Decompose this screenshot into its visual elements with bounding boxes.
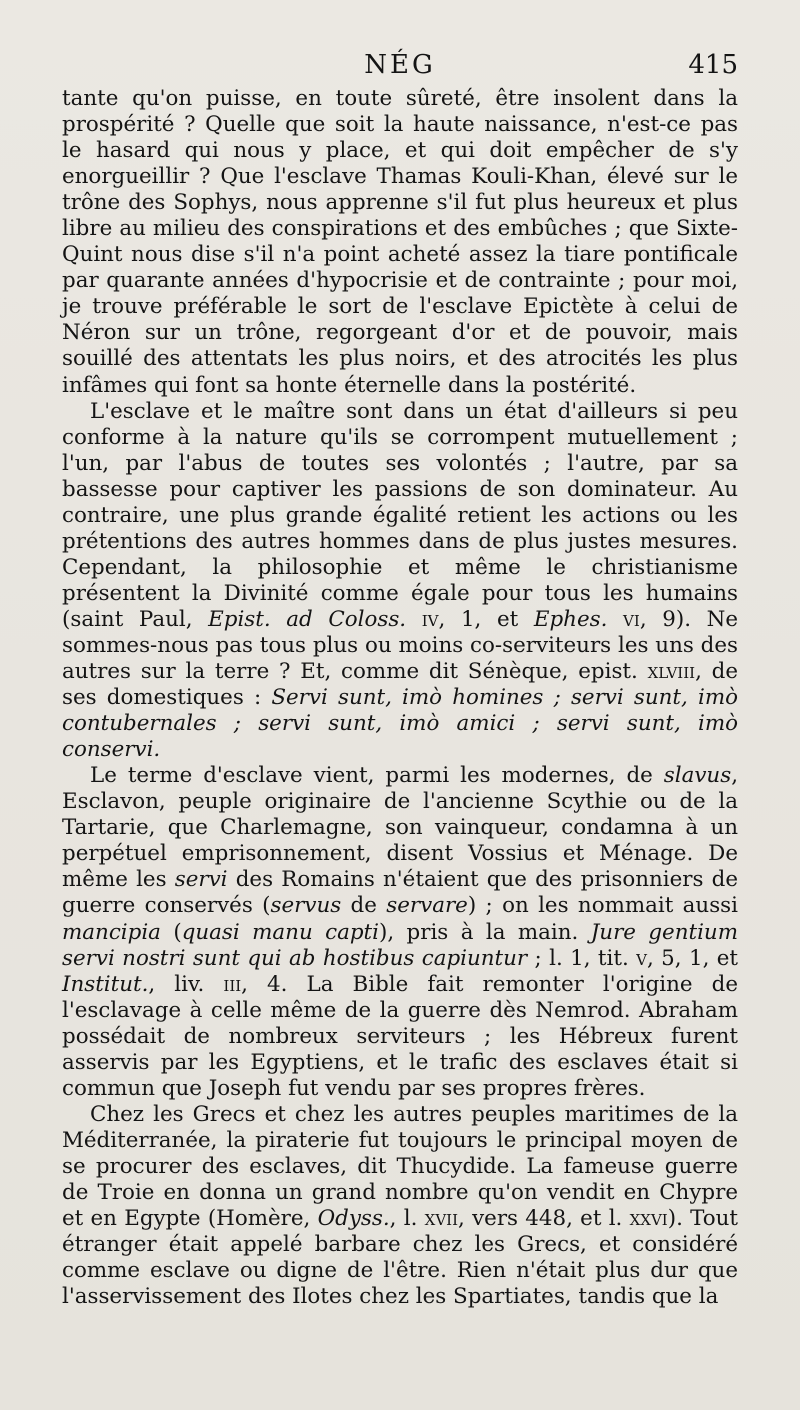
- text-body: [62, 86, 738, 1310]
- text-run: , l.: [389, 1206, 425, 1232]
- italic-text: Jure gentium servi nostri sunt qui ab hostibus capiuntur: [62, 919, 738, 971]
- running-head-title: NÉG: [364, 50, 436, 80]
- text-run: ; l. 1, tit.: [527, 945, 637, 971]
- text-run: , 9). Ne sommes-nous pas tous plus ou moins co-serviteurs les uns des autres sur la terre ? Et, comme dit Sénèque, epist.: [62, 606, 738, 685]
- small-caps-text: v: [636, 945, 647, 971]
- italic-text: mancipia: [62, 919, 161, 945]
- italic-text: Epist. ad Coloss.: [208, 606, 407, 632]
- text-run: ) ; on les nommait aussi: [467, 893, 738, 919]
- paragraph: [62, 1102, 738, 1310]
- paragraph: [62, 399, 738, 764]
- text-run: , 4. La Bible fait remonter l'origine de l'esclavage à celle même de la guerre dès Nemrod. Abraham possédait de nombreux serviteurs ; les Hébreux furent asservis par les Egyptiens, et le trafic des esclaves était si commun que Joseph fut vendu par ses propres frères.: [62, 971, 738, 1101]
- text-run: , de ses domestiques :: [62, 659, 739, 711]
- text-run: (: [160, 919, 182, 945]
- small-caps-text: xvii: [424, 1206, 459, 1232]
- text-run: , vers 448, et l.: [458, 1206, 630, 1232]
- italic-text: slavus: [663, 763, 732, 789]
- italic-text: Servi sunt, imò homines ; servi sunt, imò contubernales ; servi sunt, imò amici ; servi sunt, imò conservi.: [62, 685, 738, 763]
- text-run: L'esclave et le maître sont dans un état d'ailleurs si peu conforme à la nature qu'ils se corrompent mutuellement ; l'un, par l'abus de toutes ses volontés ; l'autre, par sa bassesse pour captiver les passions de son dominateur. Au contraire, une plus grande égalité retient les actions ou les prétentions des autres hommes dans de plus justes mesures. Cependant, la philosophie et même le christianisme présentent la Divinité comme égale pour tous les humains (saint Paul,: [62, 398, 738, 632]
- italic-text: servi: [174, 867, 228, 893]
- small-caps-text: vi: [623, 606, 640, 632]
- page-number: 415: [688, 50, 738, 80]
- text-run: ), pris à la main.: [379, 919, 591, 945]
- italic-text: servare: [386, 893, 468, 919]
- text-run: tante qu'on puisse, en toute sûreté, être insolent dans la prospérité ? Quelle que soit la haute naissance, n'est-ce pas le hasard qui nous y place, et qui doit empêcher de s'y enorgueillir ? Que l'esclave Thamas Kouli-Khan, élevé sur le trône des Sophys, nous apprenne s'il fut plus heureux et plus libre au milieu des conspirations et des embûches ; que Sixte-Quint nous dise s'il n'a point acheté assez la tiare pontificale par quarante années d'hypocrisie et de contrainte ; pour moi, je trouve préférable le sort de l'esclave Epictète à celui de Néron sur un trône, regorgeant d'or et de pouvoir, mais souillé des attentats les plus noirs, et des atrocités les plus infâmes qui font sa honte éternelle dans la postérité.: [62, 86, 738, 398]
- text-run: de: [341, 893, 387, 919]
- italic-text: servus: [270, 893, 342, 919]
- text-run: Chez les Grecs et chez les autres peuples maritimes de la Méditerranée, la piraterie fut toujours le principal moyen de se procurer des esclaves, dit Thucydide. La fameuse guerre de Troie en donna un grand nombre qu'on vendit en Chypre et en Egypte (Homère,: [62, 1101, 738, 1232]
- paragraph: [62, 86, 738, 399]
- running-head: [62, 50, 738, 86]
- text-run: , Esclavon, peuple originaire de l'ancienne Scythie ou de la Tartarie, que Charlemagne, son vainqueur, condamna à un perpétuel emprisonnement, disent Vossius et Ménage. De même les: [62, 763, 738, 893]
- text-run: ). Tout étranger était appelé barbare chez les Grecs, et considéré comme esclave ou digne de l'être. Rien n'était plus dur que l'asservissement des Ilotes chez les Spartiates, tandis que la: [62, 1206, 738, 1310]
- text-run: Le terme d'esclave vient, parmi les modernes, de: [90, 763, 664, 789]
- italic-text: Odyss.: [317, 1206, 390, 1232]
- text-run: des Romains n'étaient que des prisonniers de guerre conservés (: [62, 867, 738, 919]
- text-run: , 5, 1, et: [647, 945, 739, 971]
- text-run: [607, 607, 623, 632]
- small-caps-text: xlviii: [647, 659, 696, 685]
- small-caps-text: xxvi: [629, 1206, 668, 1232]
- small-caps-text: iii: [223, 971, 242, 997]
- paragraph: [62, 763, 738, 1102]
- text-run: [406, 607, 422, 632]
- text-run: , liv.: [148, 971, 224, 997]
- italic-text: quasi manu capti: [181, 919, 379, 945]
- italic-text: Ephes.: [533, 606, 608, 632]
- italic-text: Institut.: [62, 971, 149, 997]
- text-run: , 1, et: [438, 606, 534, 632]
- small-caps-text: iv: [421, 606, 439, 632]
